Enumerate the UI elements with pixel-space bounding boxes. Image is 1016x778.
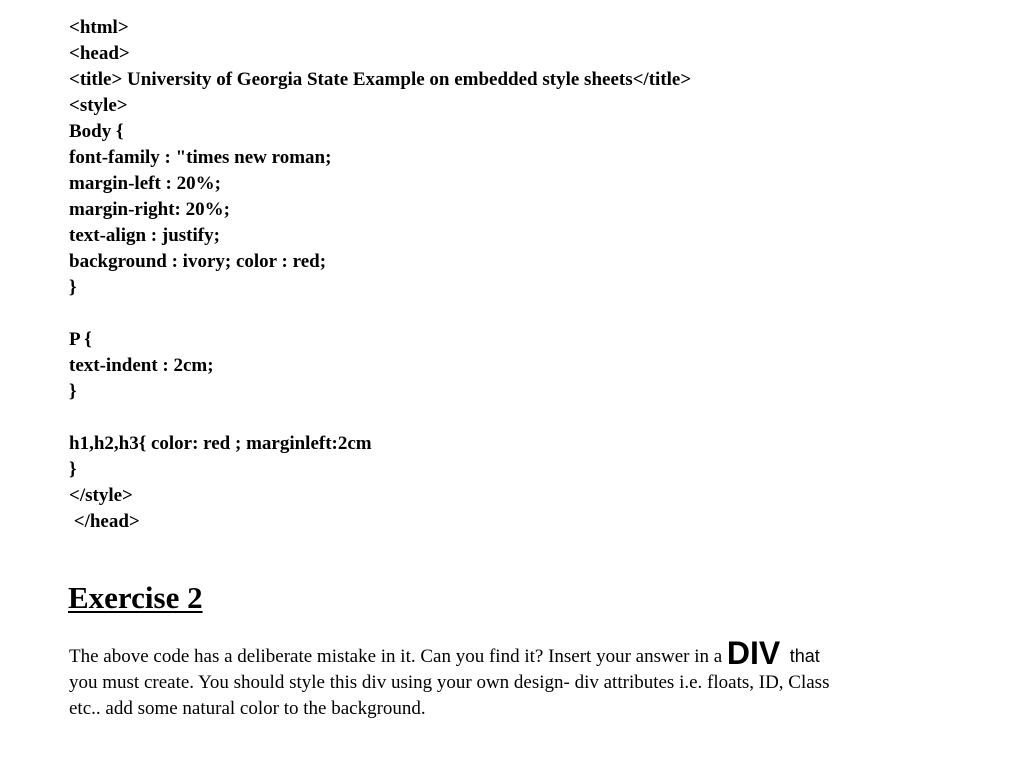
code-line-headings-close: } [69,459,77,480]
code-line-body-close: } [69,277,77,298]
code-line-p-close: } [69,381,77,402]
code-line-text-align: text-align : justify; [69,225,220,246]
code-line-title: <title> University of Georgia State Example on embedded style sheets</title> [69,69,692,90]
code-line-margin-right: margin-right: 20%; [69,199,230,220]
code-line-blank-1 [69,301,691,327]
code-line-blank-2 [69,405,691,431]
code-line-text-indent: text-indent : 2cm; [69,355,214,376]
code-line-font-family: font-family : "times new roman; [69,147,332,168]
code-line-head-close: </head> [69,511,140,532]
code-line-body-selector: Body { [69,121,124,142]
code-line-background-color: background : ivory; color : red; [69,251,327,272]
code-block [69,15,691,535]
code-line-p-selector: P { [69,329,92,350]
code-line-style-close: </style> [69,485,133,506]
exercise-instructions [69,635,919,722]
div-keyword: DIV [726,635,781,671]
instructions-line-1-end: that [789,646,820,666]
code-line-headings-rule: h1,h2,h3{ color: red ; marginleft:2cm [69,433,372,454]
code-line-style-open: <style> [69,95,128,116]
code-line-html-open: <html> [69,17,129,38]
code-line-margin-left: margin-left : 20%; [69,173,221,194]
exercise-heading: Exercise 2 [68,580,203,615]
code-line-head-open: <head> [69,43,130,64]
instructions-line-2: you must create. You should style this div using your own design- div attributes i.e. floats, ID, Class [69,672,830,693]
instructions-line-1 [69,635,919,671]
instructions-line-1-text: The above code has a deliberate mistake in it. Can you find it? Insert your answer in a [69,646,723,667]
instructions-line-3: etc.. add some natural color to the background. [69,698,426,719]
